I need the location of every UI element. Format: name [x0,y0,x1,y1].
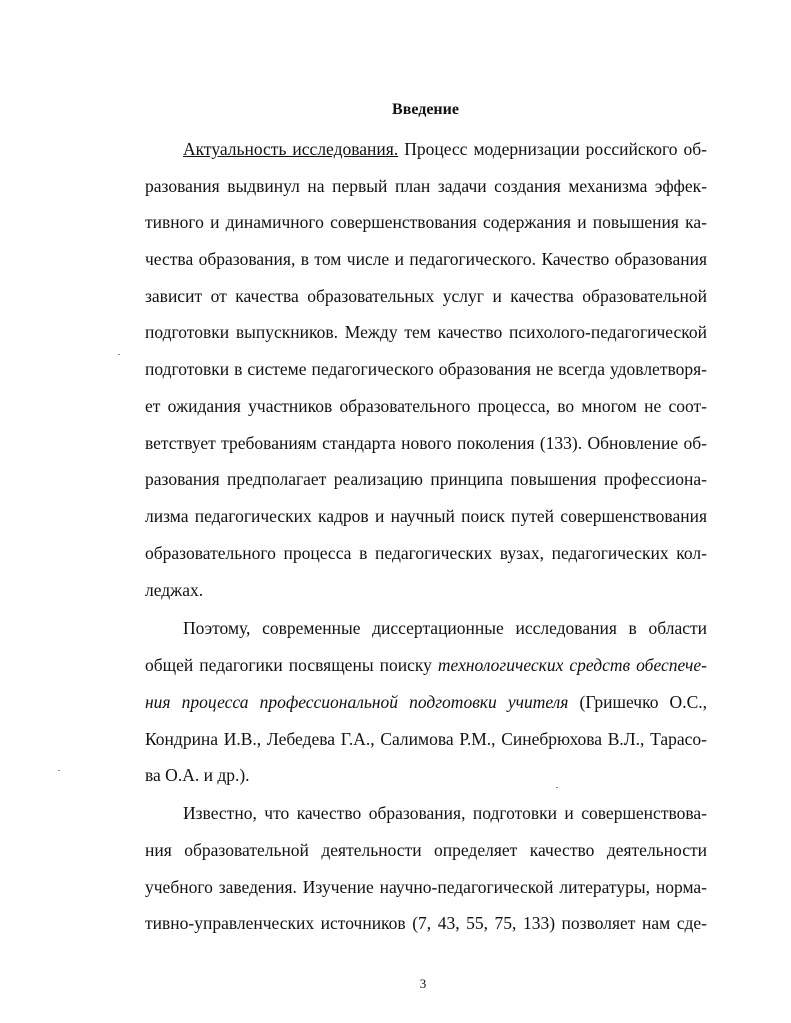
paragraph-2-line-4: Кондрина И.В., Лебедева Г.А., Салимова Р.М., Синебрюхова В.Л., Тарасо- [145,729,707,749]
paragraph-2-line-3-italic: ния процесса профессиональной подготовки учителя [145,692,569,712]
paragraph-1-line-2: разования выдвинул на первый план задачи создания механизма эффек- [145,176,707,196]
paragraph-1-line-12: образовательного процесса в педагогических вузах, педагогических кол- [145,543,707,563]
paragraph-2-line-2-plain: общей педагогики посвящены поиску [145,655,438,675]
paragraph-2-line-2-italic: технологических средств обеспече- [437,655,707,675]
paragraph-1-line-1 [183,138,707,160]
scan-speck [58,770,60,771]
paragraph-1-line-13: леджах. [145,580,204,600]
paragraph-3-line-4: тивно-управленческих источников (7, 43, 55, 75, 133) позволяет нам сде- [145,913,707,933]
paragraph-1-line-8: ет ожидания участников образовательного процесса, во многом не соот- [145,396,707,416]
paragraph-3-line-1: Известно, что качество образования, подготовки и совершенствова- [183,803,707,823]
paragraph-2-line-2 [145,654,707,676]
paragraph-1-line-10: разования предполагает реализацию принципа повышения профессиона- [145,469,707,489]
paragraph-1-line-7: подготовки в системе педагогического образования не всегда удовлетворя- [145,359,707,379]
paragraph-3-line-3: учебного заведения. Изучение научно-педагогической литературы, норма- [145,877,707,897]
page-title: Введение [392,101,459,118]
paragraph-1-line-1-text: Процесс модернизации российского об- [398,139,707,159]
paragraph-1-line-6: подготовки выпускников. Между тем качество психолого-педагогической [145,322,707,342]
scan-speck [118,354,120,355]
paragraph-3-line-2: ния образовательной деятельности определяет качество деятельности [145,840,707,860]
scan-speck [556,787,558,788]
paragraph-2-line-3-plain: (Гришечко О.С., [568,692,707,712]
paragraph-2-line-1: Поэтому, современные диссертационные исследования в области [183,618,707,638]
paragraph-2-line-5: ва О.А. и др.). [145,765,250,785]
paragraph-1-line-5: зависит от качества образовательных услуг и качества образовательной [145,286,707,306]
paragraph-1-line-11: лизма педагогических кадров и научный поиск путей совершенствования [145,506,707,526]
topic-label: Актуальность исследования. [183,139,399,159]
paragraph-1-line-3: тивного и динамичного совершенствования содержания и повышения ка- [145,212,707,232]
paragraph-1-line-4: чества образования, в том числе и педагогического. Качество образования [145,249,707,269]
page-number: 3 [419,976,427,991]
paragraph-2-line-3 [145,691,707,713]
paragraph-1-line-9: ветствует требованиям стандарта нового поколения (133). Обновление об- [145,433,707,453]
